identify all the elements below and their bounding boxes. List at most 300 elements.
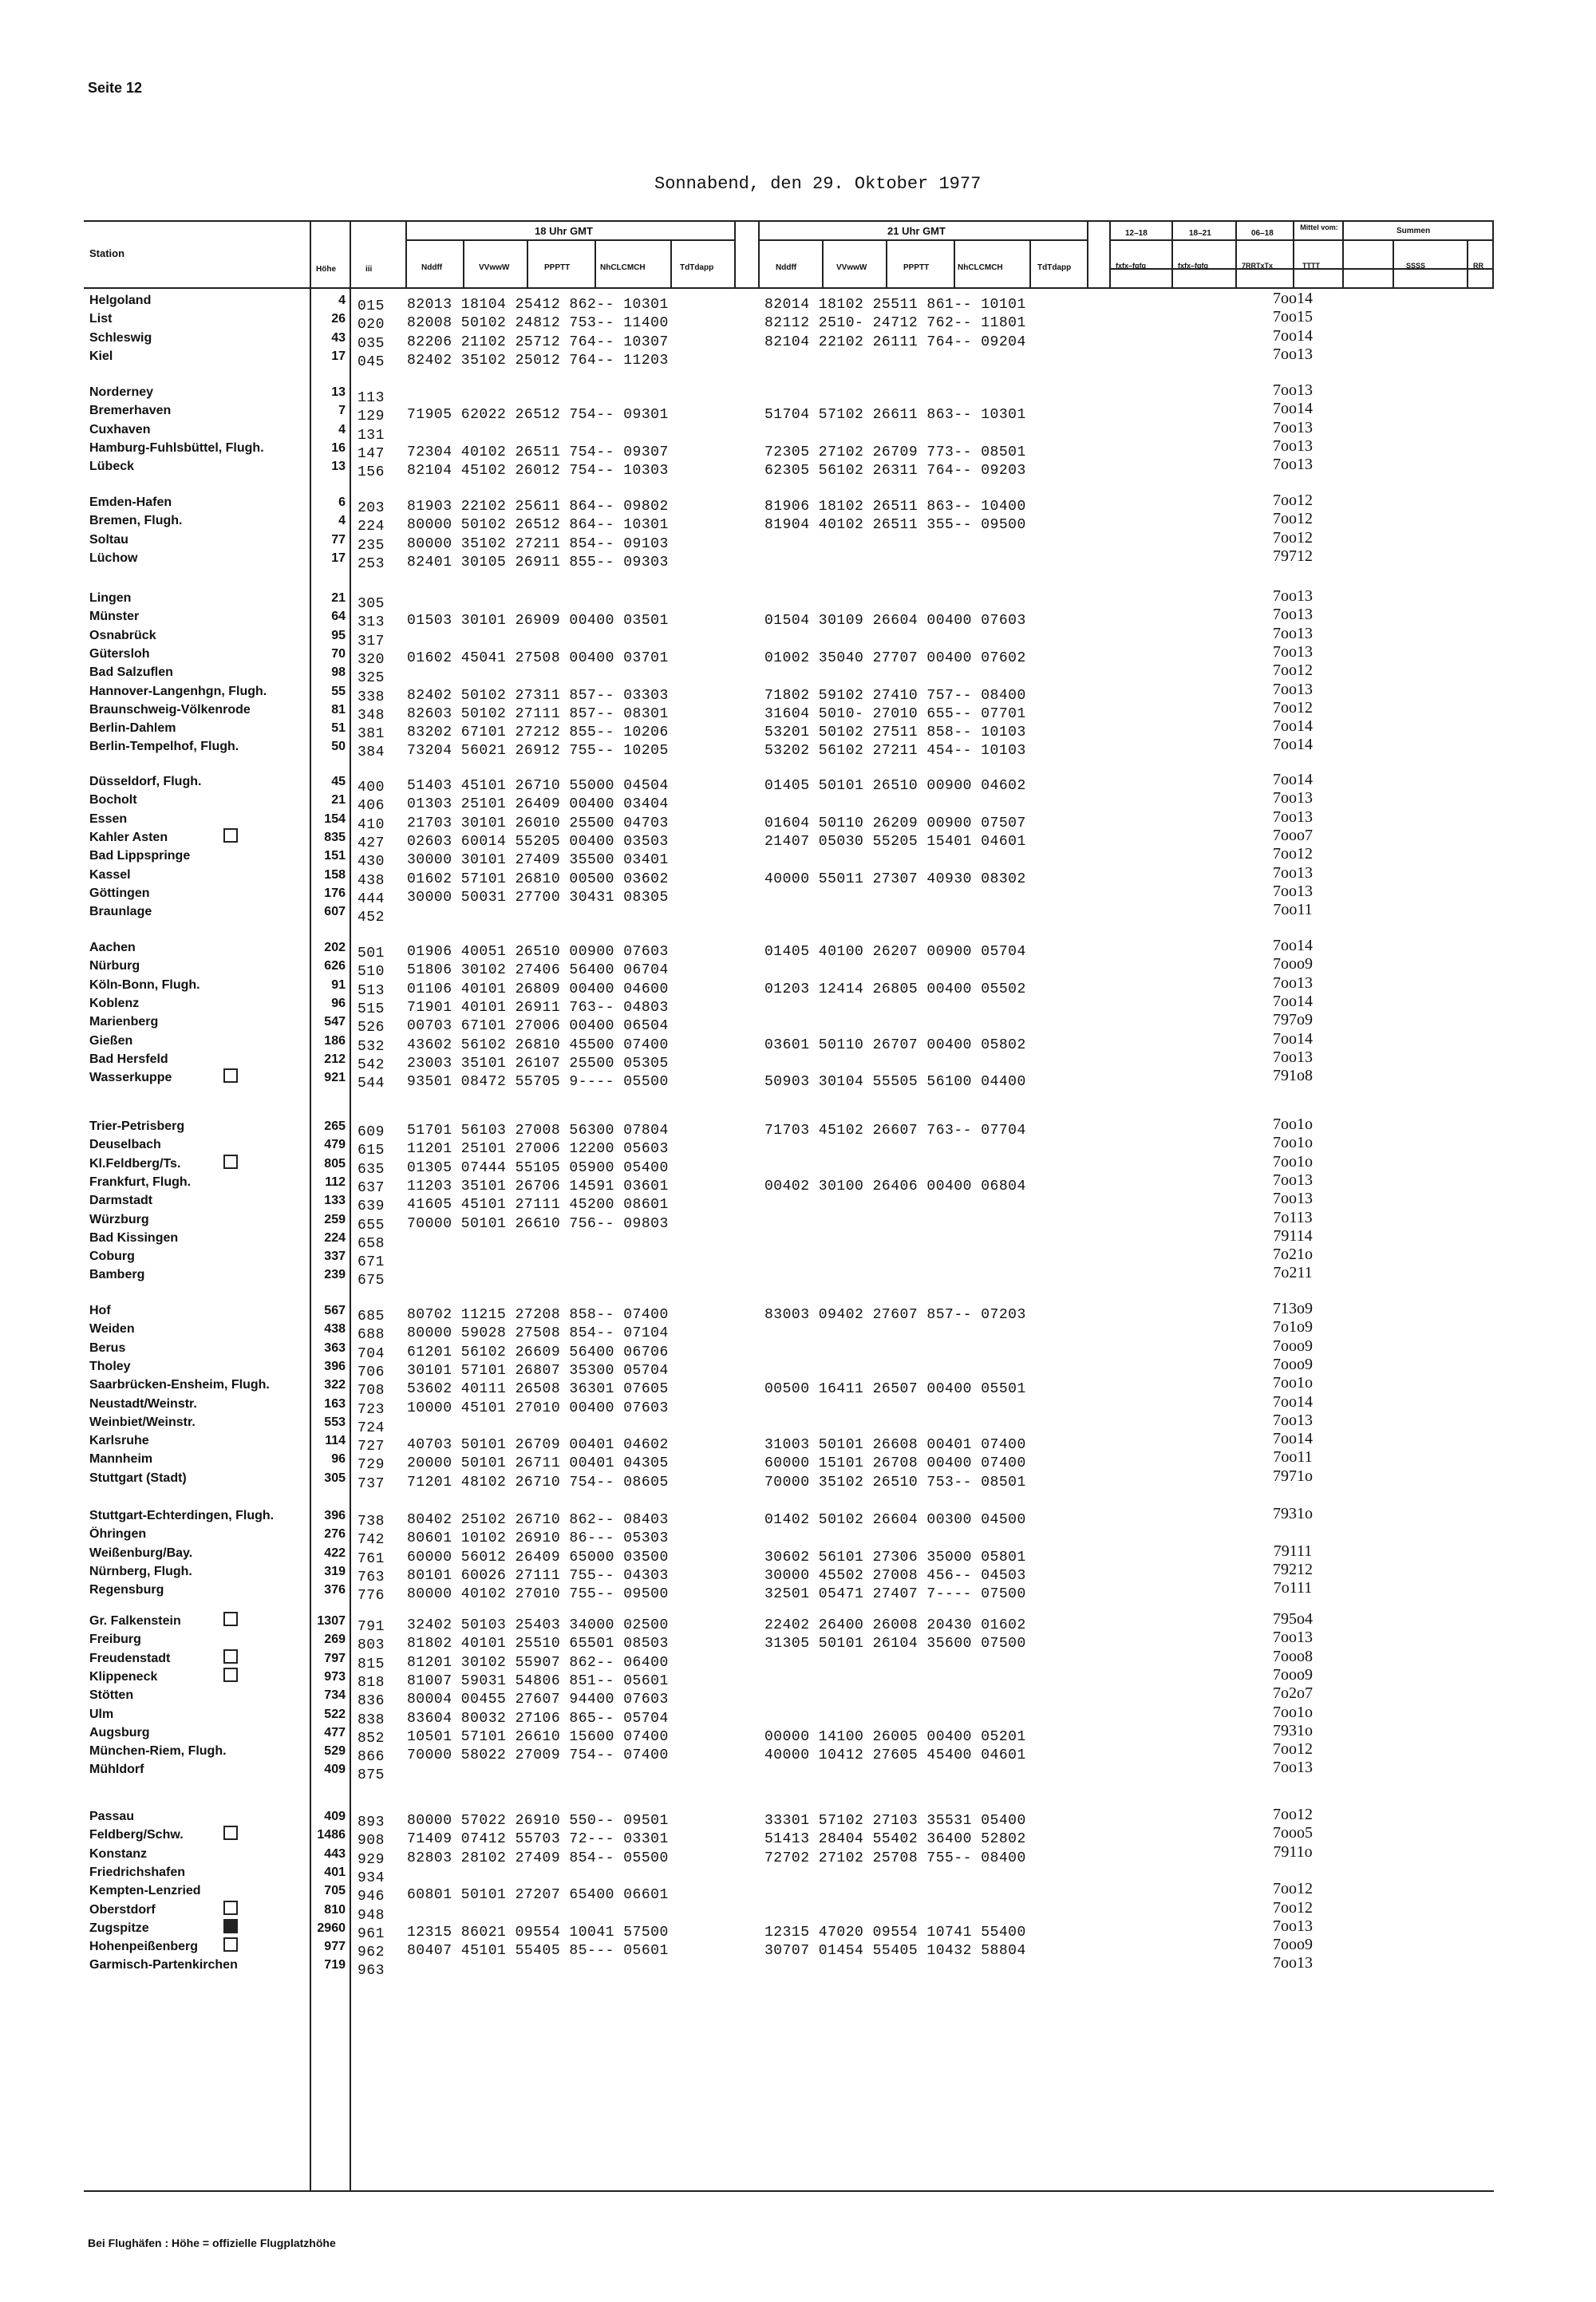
header-18-uhr: 18 Uhr GMT: [535, 225, 593, 237]
mittel-value: 7oo13: [1273, 587, 1313, 605]
station-height: 322: [324, 1378, 346, 1392]
mittel-value: 713o9: [1273, 1300, 1313, 1317]
sub-1821: fxfx–fgfg: [1178, 262, 1208, 270]
station-id: 147: [358, 445, 385, 462]
station-name: Kahler Asten: [89, 830, 168, 844]
station-name: München-Riem, Flugh.: [89, 1744, 227, 1759]
station-id: 838: [358, 1712, 385, 1728]
obs-21-gmt: 50903 30104 55505 56100 04400: [764, 1074, 1026, 1091]
station-id: 776: [358, 1588, 385, 1605]
obs-18-gmt: 51701 56103 27008 56300 07804: [407, 1123, 669, 1139]
station-name: Soltau: [89, 532, 128, 547]
mittel-value: 7oo1o: [1273, 1152, 1313, 1171]
station-height: 70: [331, 646, 346, 661]
mittel-value: 7oo14: [1273, 937, 1313, 954]
obs-18-gmt: 21703 30101 26010 25500 04703: [407, 815, 669, 831]
obs-18-gmt: 93501 08472 55705 9---- 05500: [407, 1074, 669, 1091]
obs-18-gmt: 82401 30105 26911 855-- 09303: [407, 554, 669, 571]
mittel-value: 7oo14: [1273, 1430, 1313, 1448]
station-id: 444: [358, 890, 385, 907]
col-rule-21-end: [1087, 220, 1088, 287]
obs-18-gmt: 80601 10102 26910 86--- 05303: [407, 1530, 669, 1547]
obs-18-gmt: 11201 25101 27006 12200 05603: [407, 1141, 669, 1158]
station-id: 406: [358, 798, 385, 815]
station-height: 4: [338, 514, 346, 528]
square-icon: [223, 1901, 238, 1915]
obs-18-gmt: 82603 50102 27111 857-- 08301: [407, 705, 669, 722]
obs-21-gmt: 51413 28404 55402 36400 52802: [764, 1831, 1026, 1848]
obs-18-gmt: 82104 45102 26012 754-- 10303: [407, 463, 669, 480]
obs-18-gmt: 00703 67101 27006 00400 06504: [407, 1018, 669, 1035]
station-height: 13: [331, 460, 346, 474]
station-id: 961: [358, 1925, 385, 1942]
obs-18-gmt: 01303 25101 26409 00400 03404: [407, 796, 669, 813]
station-name: Braunschweig-Völkenrode: [89, 702, 251, 717]
station-height: 567: [324, 1304, 346, 1317]
obs-21-gmt: 82112 2510- 24712 762-- 11801: [764, 315, 1026, 332]
station-id: 729: [358, 1457, 385, 1474]
station-height: 265: [324, 1119, 346, 1133]
open-square-marker: [223, 1155, 238, 1173]
station-id: 510: [358, 964, 385, 981]
sub-rr: RR: [1473, 262, 1483, 270]
obs-21-gmt: 01405 40100 26207 00900 05704: [764, 944, 1026, 960]
mittel-value: 7oo12: [1273, 1898, 1313, 1917]
obs-21-gmt: 01203 12414 26805 00400 05502: [764, 981, 1026, 997]
station-name: Deuselbach: [89, 1138, 161, 1152]
mittel-value: 7oo13: [1273, 606, 1313, 624]
station-id: 113: [358, 390, 385, 406]
station-id: 675: [358, 1273, 385, 1289]
station-name: Hamburg-Fuhlsbüttel, Flugh.: [89, 440, 264, 455]
station-height: 133: [324, 1194, 346, 1208]
station-height: 522: [324, 1707, 346, 1721]
station-height: 50: [331, 740, 346, 754]
station-id: 724: [358, 1420, 385, 1436]
obs-21-gmt: 83003 09402 27607 857-- 07203: [764, 1307, 1026, 1323]
station-height: 6: [338, 496, 346, 509]
station-id: 866: [358, 1749, 385, 1766]
obs-21-gmt: 81904 40102 26511 355-- 09500: [764, 517, 1026, 534]
sub-0618: 7RRTxTx: [1242, 262, 1274, 270]
station-name: Coburg: [89, 1250, 135, 1264]
station-name: Kassel: [89, 867, 131, 882]
station-id: 325: [358, 670, 385, 687]
obs-18-gmt: 82206 21102 25712 764-- 10307: [407, 334, 669, 350]
mittel-value: 7oo13: [1273, 1954, 1313, 1972]
obs-21-gmt: 32501 05471 27407 7---- 07500: [764, 1586, 1026, 1603]
square-icon: [223, 1937, 238, 1952]
station-height: 396: [324, 1509, 346, 1522]
station-id: 815: [358, 1656, 385, 1672]
station-height: 224: [324, 1230, 346, 1245]
station-id: 131: [358, 427, 385, 444]
obs-21-gmt: 70000 35102 26510 753-- 08501: [764, 1474, 1026, 1491]
square-icon: [223, 1068, 238, 1083]
station-name: Berlin-Tempelhof, Flugh.: [89, 740, 239, 754]
col18-nhclcmch: NhCLCMCH: [600, 263, 646, 272]
station-name: Trier-Petrisberg: [89, 1119, 185, 1133]
obs-21-gmt: 60000 15101 26708 00400 07400: [764, 1455, 1026, 1472]
station-id: 224: [358, 519, 385, 535]
obs-21-gmt: 30602 56101 27306 35000 05801: [764, 1549, 1026, 1566]
open-square-marker: [223, 1068, 238, 1087]
obs-21-gmt: 40000 55011 27307 40930 08302: [764, 871, 1026, 887]
station-name: Hannover-Langenhgn, Flugh.: [89, 684, 267, 698]
station-height: 112: [325, 1175, 346, 1189]
mittel-value: 7oo13: [1273, 1629, 1313, 1647]
station-height: 977: [324, 1940, 346, 1954]
col-rule-18-end: [734, 220, 736, 287]
station-name: Bremen, Flugh.: [89, 514, 183, 528]
station-name: Gütersloh: [89, 646, 150, 661]
mittel-value: 7oo15: [1273, 308, 1313, 326]
obs-18-gmt: 82402 50102 27311 857-- 03303: [407, 687, 669, 704]
station-height: 719: [324, 1958, 346, 1972]
table-top-rule: [84, 220, 1494, 222]
mittel-value: 7oo14: [1273, 717, 1313, 736]
station-name: Friedrichshafen: [89, 1865, 186, 1879]
mittel-value: 7oo12: [1273, 510, 1313, 528]
station-name: Aachen: [89, 941, 136, 954]
station-id: 658: [358, 1235, 385, 1252]
station-height: 176: [324, 886, 346, 900]
station-name: Kempten-Lenzried: [89, 1884, 201, 1898]
mittel-value: 7oo13: [1273, 1171, 1313, 1189]
station-height: 810: [324, 1902, 346, 1917]
station-height: 21: [331, 591, 346, 605]
station-height: 186: [324, 1033, 346, 1048]
station-name: Zugspitze: [89, 1921, 149, 1935]
open-square-marker: [223, 1826, 238, 1844]
station-id: 532: [358, 1038, 385, 1055]
obs-18-gmt: 01305 07444 55105 05900 05400: [407, 1159, 669, 1176]
mittel-value: 7oo13: [1273, 1759, 1313, 1777]
station-height: 401: [324, 1865, 346, 1879]
mittel-value: 7ooo5: [1273, 1824, 1313, 1842]
station-id: 963: [358, 1963, 385, 1980]
mittel-value: 7oo14: [1273, 290, 1313, 307]
mittel-value: 7oo13: [1273, 1190, 1313, 1208]
col-mittel: Mittel vom:: [1300, 223, 1338, 231]
station-id: 035: [358, 335, 385, 352]
page-number: Seite 12: [88, 80, 143, 96]
mittel-value: 7ooo9: [1273, 955, 1313, 973]
mittel-value: 7oo13: [1273, 436, 1313, 455]
obs-18-gmt: 01503 30101 26909 00400 03501: [407, 613, 669, 630]
station-id: 045: [358, 353, 385, 370]
obs-18-gmt: 70000 50101 26610 756-- 09803: [407, 1215, 669, 1232]
station-id: 542: [358, 1056, 385, 1073]
station-id: 384: [358, 744, 385, 761]
station-id: 727: [358, 1439, 385, 1455]
mittel-value: 7oo12: [1273, 698, 1313, 717]
station-height: 77: [331, 532, 346, 547]
mittel-value: 7oo12: [1273, 528, 1313, 547]
obs-21-gmt: 53202 56102 27211 454-- 10103: [764, 743, 1026, 760]
station-id: 348: [358, 707, 385, 724]
square-icon: [223, 1826, 238, 1840]
obs-18-gmt: 30101 57101 26807 35300 05704: [407, 1362, 669, 1379]
mittel-value: 7oo12: [1273, 1740, 1313, 1759]
sub-rule: [954, 239, 955, 287]
header-18-rule: [405, 239, 734, 241]
station-name: Bad Kissingen: [89, 1230, 179, 1245]
obs-21-gmt: 33301 57102 27103 35531 05400: [764, 1813, 1026, 1829]
col21-nhclcmch: NhCLCMCH: [958, 263, 1003, 272]
open-square-marker: [223, 1612, 238, 1630]
station-height: 55: [331, 684, 346, 698]
obs-18-gmt: 80101 60026 27111 755-- 04303: [407, 1567, 669, 1584]
mittel-value: 7ooo9: [1273, 1665, 1313, 1684]
obs-21-gmt: 40000 10412 27605 45400 04601: [764, 1747, 1026, 1764]
obs-18-gmt: 02603 60014 55205 00400 03503: [407, 833, 669, 850]
station-id: 381: [358, 726, 385, 743]
station-name: Passau: [89, 1810, 135, 1823]
station-height: 529: [324, 1744, 346, 1759]
station-id: 791: [358, 1619, 385, 1635]
station-id: 723: [358, 1401, 385, 1418]
station-height: 21: [331, 793, 346, 807]
station-id: 253: [358, 555, 385, 572]
station-name: Essen: [89, 811, 128, 826]
col-rule-right-start: [1109, 220, 1111, 287]
obs-18-gmt: 53602 40111 26508 36301 07605: [407, 1381, 669, 1398]
station-id: 637: [358, 1179, 385, 1196]
station-height: 973: [324, 1669, 346, 1684]
station-height: 319: [324, 1564, 346, 1578]
obs-18-gmt: 83604 80032 27106 865-- 05704: [407, 1710, 669, 1727]
col18-nddff: Nddff: [421, 263, 443, 272]
station-name: Nürburg: [89, 959, 140, 973]
obs-21-gmt: 72702 27102 25708 755-- 08400: [764, 1850, 1026, 1866]
obs-18-gmt: 82803 28102 27409 854-- 05500: [407, 1850, 669, 1866]
station-id: 313: [358, 614, 385, 631]
col21-vvwww: VVwwW: [836, 263, 867, 272]
station-height: 4: [338, 422, 346, 436]
col21-ppptt: PPPTT: [903, 263, 930, 272]
sub-rule: [1029, 239, 1031, 287]
station-height: 305: [324, 1471, 346, 1485]
obs-18-gmt: 30000 30101 27409 35500 03401: [407, 852, 669, 869]
station-height: 835: [324, 830, 346, 844]
mittel-value: 7oo13: [1273, 1048, 1313, 1066]
mittel-value: 7oo13: [1273, 1917, 1313, 1935]
col-rule-1821: [1171, 220, 1173, 287]
mittel-value: 7oo13: [1273, 624, 1313, 642]
mittel-value: 7oo13: [1273, 973, 1313, 992]
station-name: Karlsruhe: [89, 1434, 149, 1448]
mittel-value: 7oo13: [1273, 381, 1313, 399]
station-height: 376: [324, 1583, 346, 1597]
station-height: 13: [331, 385, 346, 399]
mittel-value: 7oo14: [1273, 992, 1313, 1010]
station-name: Mannheim: [89, 1452, 153, 1467]
station-name: Lingen: [89, 591, 132, 605]
mittel-value: 7oo13: [1273, 863, 1313, 882]
mittel-value: 7oo12: [1273, 1806, 1313, 1823]
obs-21-gmt: 01002 35040 27707 00400 07602: [764, 650, 1026, 666]
table-header-rule: [84, 287, 1494, 289]
col-rule-0618: [1235, 220, 1237, 287]
station-height: 422: [324, 1546, 346, 1560]
square-icon: [223, 828, 238, 843]
mittel-value: 7oo13: [1273, 680, 1313, 698]
station-id: 427: [358, 835, 385, 851]
station-height: 479: [324, 1138, 346, 1152]
station-id: 338: [358, 689, 385, 705]
mittel-value: 7oo1o: [1273, 1703, 1313, 1721]
col21-tdtdapp: TdTdapp: [1037, 263, 1072, 272]
station-name: Würzburg: [89, 1212, 149, 1226]
station-id: 875: [358, 1767, 385, 1784]
station-height: 26: [331, 312, 346, 326]
station-id: 156: [358, 464, 385, 481]
station-id: 908: [358, 1833, 385, 1850]
report-date: Sonnabend, den 29. Oktober 1977: [654, 174, 982, 194]
station-height: 16: [331, 440, 346, 455]
station-name: Wasserkuppe: [89, 1071, 172, 1085]
station-id: 515: [358, 1001, 385, 1017]
obs-18-gmt: 80402 25102 26710 862-- 08403: [407, 1512, 669, 1528]
obs-21-gmt: 22402 26400 26008 20430 01602: [764, 1617, 1026, 1633]
station-height: 151: [324, 849, 346, 863]
square-icon: [223, 1155, 238, 1169]
obs-18-gmt: 82013 18104 25412 862-- 10301: [407, 297, 669, 313]
mittel-value: 7oo12: [1273, 1880, 1313, 1898]
station-id: 015: [358, 298, 385, 314]
station-id: 400: [358, 780, 385, 796]
station-id: 526: [358, 1020, 385, 1036]
mittel-value: 7oo11: [1273, 901, 1313, 919]
obs-18-gmt: 11203 35101 26706 14591 03601: [407, 1178, 669, 1194]
station-height: 163: [324, 1396, 346, 1411]
station-height: 158: [324, 867, 346, 882]
obs-18-gmt: 81007 59031 54806 851-- 05601: [407, 1672, 669, 1689]
obs-18-gmt: 60000 56012 26409 65000 03500: [407, 1549, 669, 1566]
station-name: Ulm: [89, 1707, 114, 1721]
mittel-value: 7931o: [1273, 1505, 1313, 1522]
station-name: Freudenstadt: [89, 1651, 171, 1665]
mittel-value: 7ooo9: [1273, 1936, 1313, 1954]
obs-18-gmt: 12315 86021 09554 10041 57500: [407, 1924, 669, 1941]
station-id: 706: [358, 1364, 385, 1380]
obs-18-gmt: 82402 35102 25012 764-- 11203: [407, 352, 669, 369]
station-name: Darmstadt: [89, 1194, 153, 1208]
station-name: Stötten: [89, 1688, 134, 1703]
station-height: 396: [324, 1359, 346, 1373]
obs-21-gmt: 71703 45102 26607 763-- 07704: [764, 1123, 1026, 1139]
obs-18-gmt: 40703 50101 26709 00401 04602: [407, 1437, 669, 1454]
obs-18-gmt: 81201 30102 55907 862-- 06400: [407, 1654, 669, 1671]
station-height: 98: [331, 665, 346, 680]
station-name: Nürnberg, Flugh.: [89, 1564, 192, 1578]
station-height: 438: [324, 1322, 346, 1337]
sub-rule: [463, 239, 464, 287]
station-name: Göttingen: [89, 886, 150, 900]
station-id: 129: [358, 409, 385, 425]
col-06-18: 06–18: [1251, 229, 1274, 238]
obs-18-gmt: 83202 67101 27212 855-- 10206: [407, 725, 669, 741]
station-name: Kl.Feldberg/Ts.: [89, 1156, 181, 1171]
station-name: Lüchow: [89, 551, 138, 565]
station-id: 615: [358, 1143, 385, 1159]
station-id: 737: [358, 1475, 385, 1492]
station-name: Bad Lippspringe: [89, 849, 191, 863]
obs-18-gmt: 10000 45101 27010 00400 07603: [407, 1400, 669, 1416]
station-id: 704: [358, 1345, 385, 1362]
mittel-value: 795o4: [1273, 1610, 1313, 1628]
station-id: 305: [358, 596, 385, 612]
mittel-value: 7o111: [1273, 1579, 1313, 1597]
obs-18-gmt: 61201 56102 26609 56400 06706: [407, 1344, 669, 1360]
station-name: Bad Salzuflen: [89, 665, 173, 680]
station-name: Klippeneck: [89, 1669, 158, 1684]
col18-tdtdapp: TdTdapp: [680, 263, 714, 272]
sub-rule: [595, 239, 596, 287]
obs-21-gmt: 00402 30100 26406 00400 06804: [764, 1178, 1026, 1194]
mittel-value: 7oo11: [1273, 1448, 1313, 1467]
mittel-value: 7oo14: [1273, 400, 1313, 418]
station-height: 409: [324, 1763, 346, 1777]
obs-18-gmt: 71409 07412 55703 72--- 03301: [407, 1831, 669, 1848]
station-id: 893: [358, 1814, 385, 1830]
col-rule-mittel: [1293, 220, 1294, 287]
header-right-rule-2: [1109, 268, 1494, 270]
station-id: 203: [358, 500, 385, 516]
mittel-value: 7oo1o: [1273, 1115, 1313, 1133]
station-name: Weinbiet/Weinstr.: [89, 1415, 196, 1429]
obs-21-gmt: 71802 59102 27410 757-- 08400: [764, 687, 1026, 704]
station-height: 45: [331, 775, 346, 788]
mittel-value: 79212: [1273, 1560, 1313, 1578]
station-name: Feldberg/Schw.: [89, 1828, 184, 1842]
sub-ssss: SSSS: [1406, 262, 1426, 270]
obs-18-gmt: 43602 56102 26810 45500 07400: [407, 1036, 669, 1053]
obs-18-gmt: 41605 45101 27111 45200 08601: [407, 1197, 669, 1214]
obs-18-gmt: 80702 11215 27208 858-- 07400: [407, 1307, 669, 1323]
station-height: 805: [324, 1156, 346, 1171]
obs-18-gmt: 51806 30102 27406 56400 06704: [407, 962, 669, 979]
station-id: 609: [358, 1124, 385, 1140]
station-name: Neustadt/Weinstr.: [89, 1396, 197, 1411]
obs-21-gmt: 00000 14100 26005 00400 05201: [764, 1728, 1026, 1745]
station-height: 607: [324, 905, 346, 919]
sub-rule: [670, 239, 672, 287]
station-name: Weißenburg/Bay.: [89, 1546, 193, 1560]
station-height: 1307: [317, 1614, 346, 1628]
mittel-value: 7oo12: [1273, 845, 1313, 863]
open-square-marker: [223, 1649, 238, 1668]
station-id: 803: [358, 1637, 385, 1654]
mittel-value: 7oo14: [1273, 771, 1313, 788]
obs-18-gmt: 72304 40102 26511 754-- 09307: [407, 444, 669, 460]
station-height: 409: [324, 1810, 346, 1823]
station-name: Bamberg: [89, 1268, 145, 1282]
col-rule-right-end: [1492, 220, 1494, 287]
station-id: 852: [358, 1730, 385, 1747]
station-id: 948: [358, 1907, 385, 1924]
station-name: Stuttgart-Echterdingen, Flugh.: [89, 1509, 275, 1522]
mittel-value: 7o211: [1273, 1264, 1313, 1282]
obs-18-gmt: 80000 40102 27010 755-- 09500: [407, 1586, 669, 1603]
station-name: Braunlage: [89, 905, 152, 919]
station-name: Augsburg: [89, 1725, 150, 1739]
station-name: Helgoland: [89, 294, 152, 307]
mittel-value: 79712: [1273, 547, 1313, 565]
station-id: 761: [358, 1550, 385, 1567]
col-18-21: 18–21: [1189, 229, 1211, 238]
